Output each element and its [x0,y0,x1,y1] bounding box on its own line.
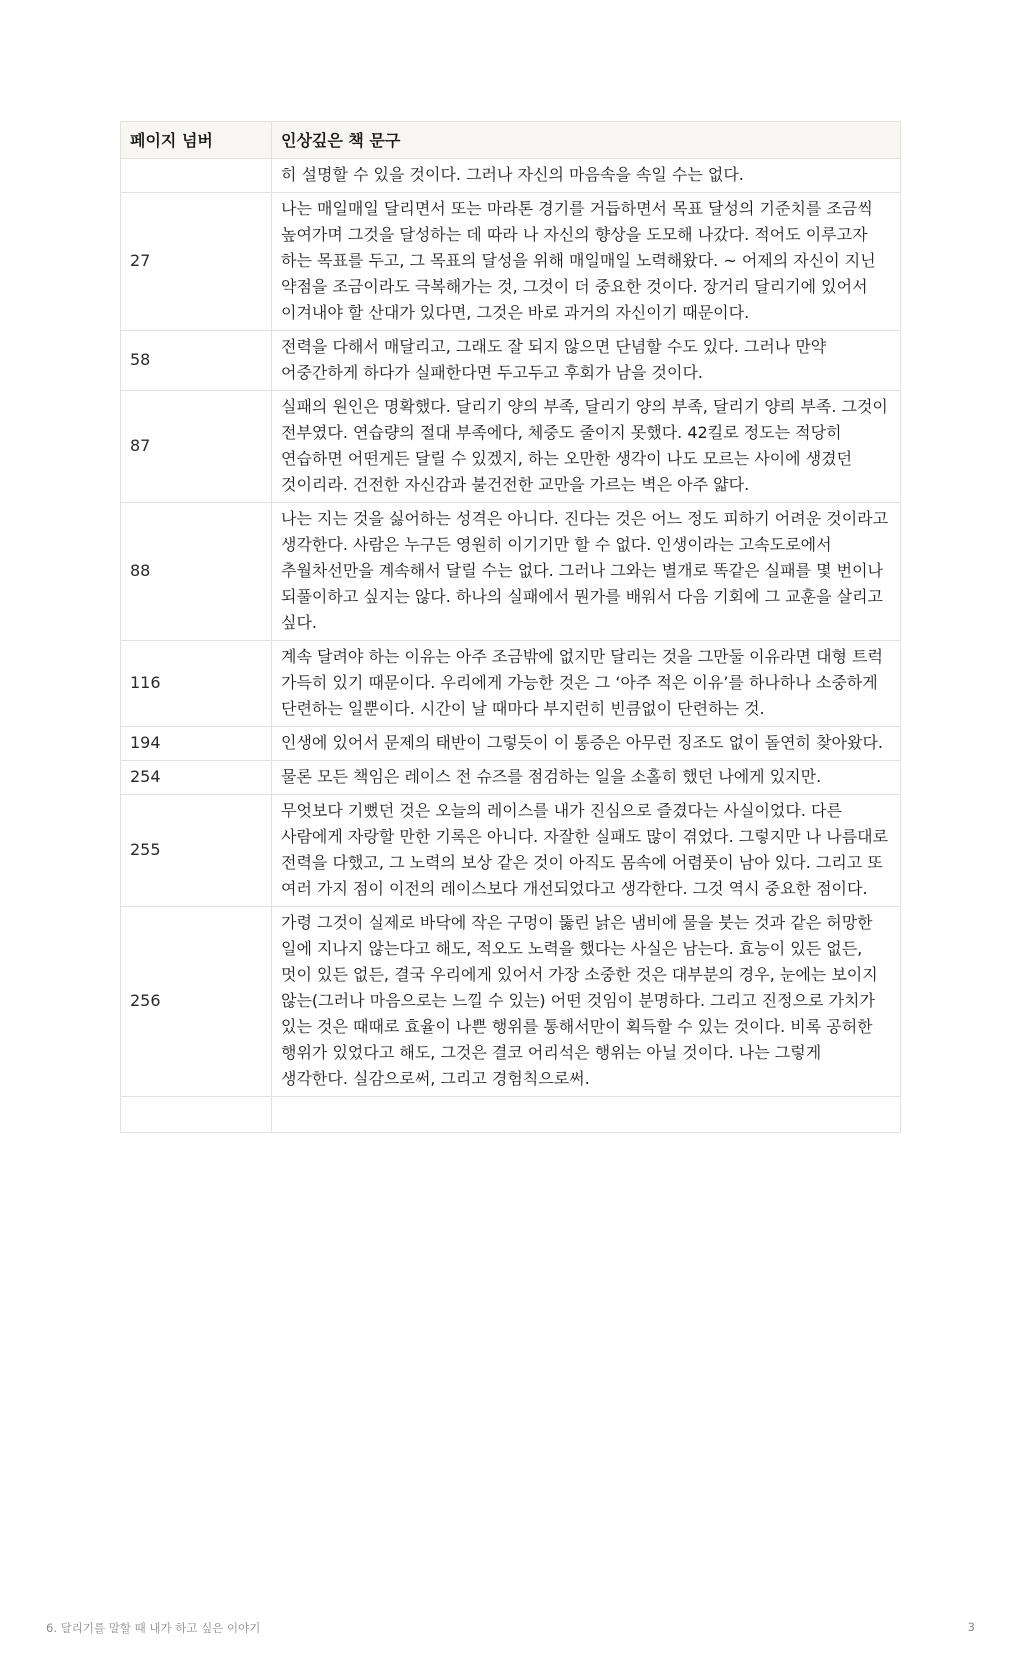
page-number-cell: 255 [121,795,272,907]
page-number-cell: 27 [121,193,272,331]
table-header [121,122,901,159]
quote-cell: 물론 모든 책임은 레이스 전 슈즈를 점검하는 일을 소홀히 했던 나에게 있지만. [272,761,901,795]
page-number-cell: 87 [121,391,272,503]
quote-cell: 나는 매일매일 달리면서 또는 마라톤 경기를 거듭하면서 목표 달성의 기준치를 조금씩 높여가며 그것을 달성하는 데 따라 나 자신의 향상을 도모해 나갔다. 적어도 이루고자 하는 목표를 두고, 그 목표의 달성을 위해 매일매일 노력해왔다. ~ 어제의 자신이 지닌 약점을 조금이라도 극복해가는 것, 그것이 더 중요한 것이다. 장거리 달리기에 있어서 이겨내야 할 산대가 있다면, 그것은 바로 과거의 자신이기 때문이다. [272,193,901,331]
table-row [121,761,901,795]
page-number-cell [121,1097,272,1133]
page-number-cell: 254 [121,761,272,795]
table-row [121,391,901,503]
page-number-cell: 88 [121,503,272,641]
quote-cell: 나는 지는 것을 싫어하는 성격은 아니다. 진다는 것은 어느 정도 피하기 어려운 것이라고 생각한다. 사람은 누구든 영원히 이기기만 할 수 없다. 인생이라는 고속도로에서 추월차선만을 계속해서 달릴 수는 없다. 그러나 그와는 별개로 똑같은 실패를 몇 번이나 되풀이하고 싶지는 않다. 하나의 실패에서 뭔가를 배워서 다음 기회에 그 교훈을 살리고 싶다. [272,503,901,641]
quote-cell: 인생에 있어서 문제의 태반이 그렇듯이 이 통증은 아무런 징조도 없이 돌연히 찾아왔다. [272,727,901,761]
table-row-empty [121,1097,901,1133]
page-number-cell: 58 [121,331,272,391]
quote-cell: 히 설명할 수 있을 것이다. 그러나 자신의 마음속을 속일 수는 없다. [272,159,901,193]
page-number-cell: 256 [121,907,272,1097]
column-header-quote: 인상깊은 책 문구 [272,122,901,159]
quote-cell: 계속 달려야 하는 이유는 아주 조금밖에 없지만 달리는 것을 그만둘 이유라면 대형 트럭 가득히 있기 때문이다. 우리에게 가능한 것은 그 ‘아주 적은 이유’를 하나하나 소중하게 단련하는 일뿐이다. 시간이 날 때마다 부지런히 빈큼없이 단련하는 것. [272,641,901,727]
page-number-cell: 116 [121,641,272,727]
table-row [121,331,901,391]
header-row [121,122,901,159]
quote-cell: 무엇보다 기뻤던 것은 오늘의 레이스를 내가 진심으로 즐겼다는 사실이었다. 다른 사람에게 자랑할 만한 기록은 아니다. 자잘한 실패도 많이 겪었다. 그렇지만 나 나름대로 전력을 다했고, 그 노력의 보상 같은 것이 아직도 몸속에 어렴풋이 남아 있다. 그리고 또 여러 가지 점이 이전의 레이스보다 개선되었다고 생각한다. 그것 역시 중요한 점이다. [272,795,901,907]
quotes-table [120,121,901,1133]
quote-cell [272,1097,901,1133]
table-row [121,159,901,193]
table-row [121,641,901,727]
footer-document-title: 6. 달리기를 말할 때 내가 하고 싶은 이야기 [46,1621,261,1635]
quote-cell: 전력을 다해서 매달리고, 그래도 잘 되지 않으면 단념할 수도 있다. 그러나 만약 어중간하게 하다가 실패한다면 두고두고 후회가 남을 것이다. [272,331,901,391]
table-row [121,727,901,761]
page-number-cell [121,159,272,193]
footer-page-number: 3 [967,1620,975,1634]
page-number-cell: 194 [121,727,272,761]
table-row [121,503,901,641]
quote-cell: 가령 그것이 실제로 바닥에 작은 구멍이 뚫린 낡은 냄비에 물을 붓는 것과 같은 허망한 일에 지나지 않는다고 해도, 적오도 노력을 했다는 사실은 남는다. 효능이 있든 없든, 멋이 있든 없든, 결국 우리에게 있어서 가장 소중한 것은 대부분의 경우, 눈에는 보이지 않는(그러나 마음으로는 느낄 수 있는) 어떤 것임이 분명하다. 그리고 진정으로 가치가 있는 것은 때때로 효율이 나쁜 행위를 통해서만이 획득할 수 있는 것이다. 비록 공허한 행위가 있었다고 해도, 그것은 결코 어리석은 행위는 아닐 것이다. 나는 그렇게 생각한다. 실감으로써, 그리고 경험칙으로써. [272,907,901,1097]
table-row [121,193,901,331]
table-row [121,907,901,1097]
quote-cell: 실패의 원인은 명확했다. 달리기 양의 부족, 달리기 양의 부족, 달리기 양릐 부족. 그것이 전부였다. 연습량의 절대 부족에다, 체중도 줄이지 못했다. 42킬로 정도는 적당히 연습하면 어떤게든 달릴 수 있겠지, 하는 오만한 생각이 나도 모르는 사이에 생겼던 것이리라. 건전한 자신감과 불건전한 교만을 가르는 벽은 아주 얇다. [272,391,901,503]
table-body [121,159,901,1133]
column-header-page: 페이지 넘버 [121,122,272,159]
table-row [121,795,901,907]
